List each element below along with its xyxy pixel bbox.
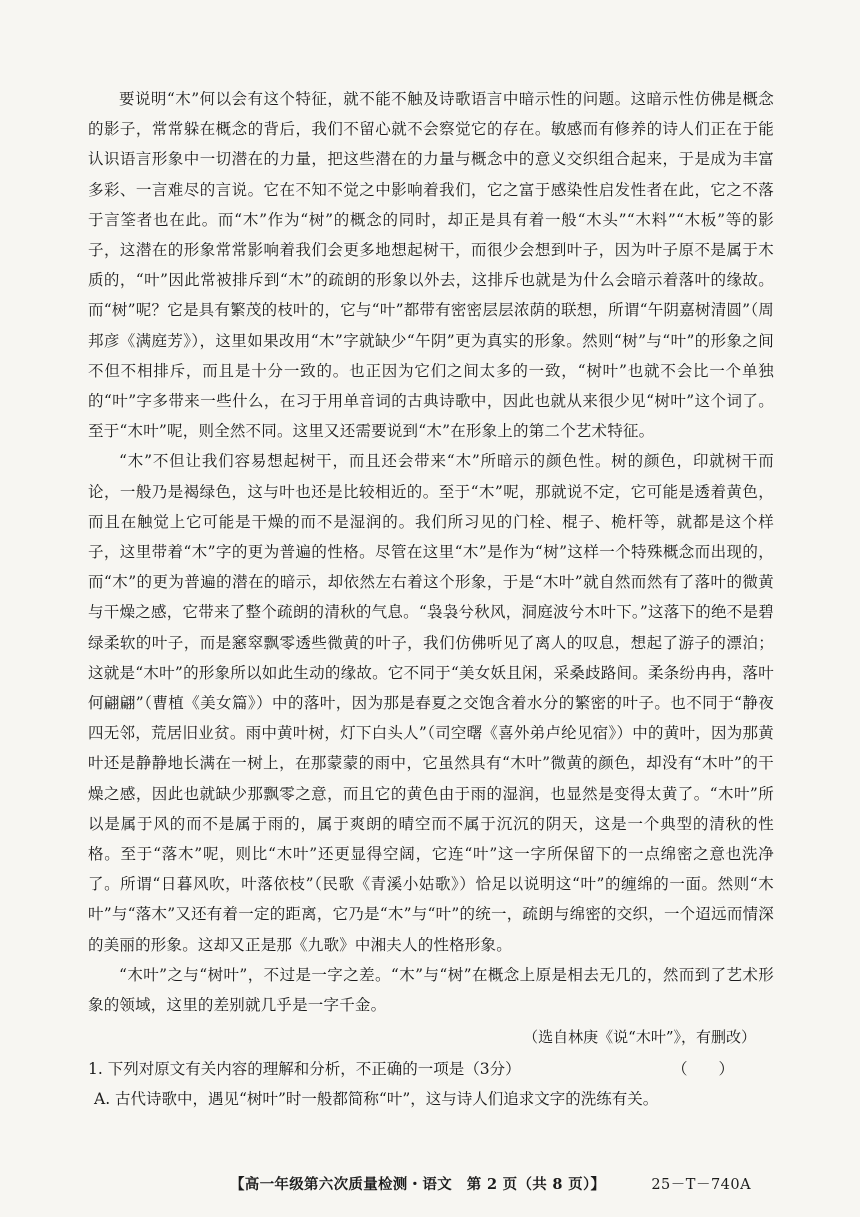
paragraph: 要说明“木”何以会有这个特征，就不能不触及诗歌语言中暗示性的问题。这暗示性仿佛是概念的影子，常常躲在概念的背后，我们不留心就不会察觉它的存在。敏感而有修养的诗人们正在于能认识语言形象中一切潜在的力量，把这些潜在的力量与概念中的意义交织组合起来，于是成为丰富多彩、一言难尽的言说。它在不知不觉之中影响着我们，它之富于感染性启发性者在此，它之不落于言筌者也在此。而“木”作为“树”的概念的同时，却正是具有着一般“木头”“木料”“木板”等的影子，这潜在的形象常常影响着我们会更多地想起树干，而很少会想到叶子，因为叶子原不是属于木质的，“叶”因此常被排斥到“木”的疏朗的形象以外去，这排斥也就是为什么会暗示着落叶的缘故。而“树”呢？它是具有繁茂的枝叶的，它与“叶”都带有密密层层浓荫的联想，所谓“午阴嘉树清圆”（周邦彦《满庭芳》），这里如果改用“木”字就缺少“午阴”更为真实的形象。然则“树”与“叶”的形象之间不但不相排斥，而且是十分一致的。也正因为它们之间太多的一致，“树叶”也就不会比一个单独的“叶”字多带来一些什么，在习于用单音词的古典诗歌中，因此也就从来很少见“树叶”这个词了。至于“木叶”呢，则全然不同。这里又还需要说到“木”在形象上的第二个艺术特征。 <box>88 90 774 441</box>
option-a: A. 古代诗歌中，遇见“树叶”时一般都简称“叶”，这与诗人们追求文字的洗练有关。 <box>94 1090 659 1109</box>
question-stem: 1. 下列对原文有关内容的理解和分析，不正确的一项是（3分） <box>88 1060 521 1079</box>
question-1 <box>88 1054 774 1084</box>
paragraph-list <box>88 84 774 1020</box>
reading-passage <box>88 84 774 1114</box>
footer-label: 【高一年级第六次质量检测・语文 第 2 页（共 8 页）】 <box>230 1176 606 1193</box>
paragraph: “木”不但让我们容易想起树干，而且还会带来“木”所暗示的颜色性。树的颜色，印就树干而论，一般乃是褐绿色，这与叶也还是比较相近的。至于“木”呢，那就说不定，它可能是透着黄色，而且在触觉上它可能是干燥的而不是湿润的。我们所习见的门栓、棍子、桅杆等，就都是这个样子，这里带着“木”字的更为普遍的性格。尽管在这里“木”是作为“树”这样一个特殊概念而出现的，而“木”的更为普遍的潜在的暗示，却依然左右着这个形象，于是“木叶”就自然而然有了落叶的微黄与干燥之感，它带来了整个疏朗的清秋的气息。“袅袅兮秋风，洞庭波兮木叶下。”这落下的绝不是碧绿柔软的叶子，而是窸窣飘零透些微黄的叶子，我们仿佛听见了离人的叹息，想起了游子的漂泊；这就是“木叶”的形象所以如此生动的缘故。它不同于“美女妖且闲，采桑歧路间。柔条纷冉冉，落叶何翩翩”（曹植《美女篇》）中的落叶，因为那是春夏之交饱含着水分的繁密的叶子。也不同于“静夜四无邻，荒居旧业贫。雨中黄叶树，灯下白头人”（司空曙《喜外弟卢纶见宿》）中的黄叶，因为那黄叶还是静静地长满在一树上，在那蒙蒙的雨中，它虽然具有“木叶”微黄的颜色，却没有“木叶”的干燥之感，因此也就缺少那飘零之意，而且它的黄色由于雨的湿润，也显然是变得太黄了。“木叶”所以是属于风的而不是属于雨的，属于爽朗的晴空而不属于沉沉的阴天，这是一个典型的清秋的性格。至于“落木”呢，则比“木叶”还更显得空阔，它连“叶”这一字所保留下的一点绵密之意也洗净了。所谓“日暮风吹，叶落依枝”（民歌《青溪小姑歌》）恰足以说明这“叶”的缠绵的一面。然则“木叶”与“落木”又还有着一定的距离，它乃是“木”与“叶”的统一，疏朗与绵密的交织，一个迢远而情深的美丽的形象。这却又正是那《九歌》中湘夫人的性格形象。 <box>88 452 774 954</box>
answer-bracket: （ ） <box>671 1060 734 1079</box>
source-citation: （选自林庚《说“木叶”》，有删改） <box>523 1028 756 1047</box>
paragraph: “木叶”之与“树叶”，不过是一字之差。“木”与“树”在概念上原是相去无几的，然而到了艺术形象的领域，这里的差别就几乎是一字千金。 <box>88 965 774 1015</box>
page-footer <box>230 1173 751 1194</box>
exam-code: 25－T－740A <box>651 1177 752 1193</box>
